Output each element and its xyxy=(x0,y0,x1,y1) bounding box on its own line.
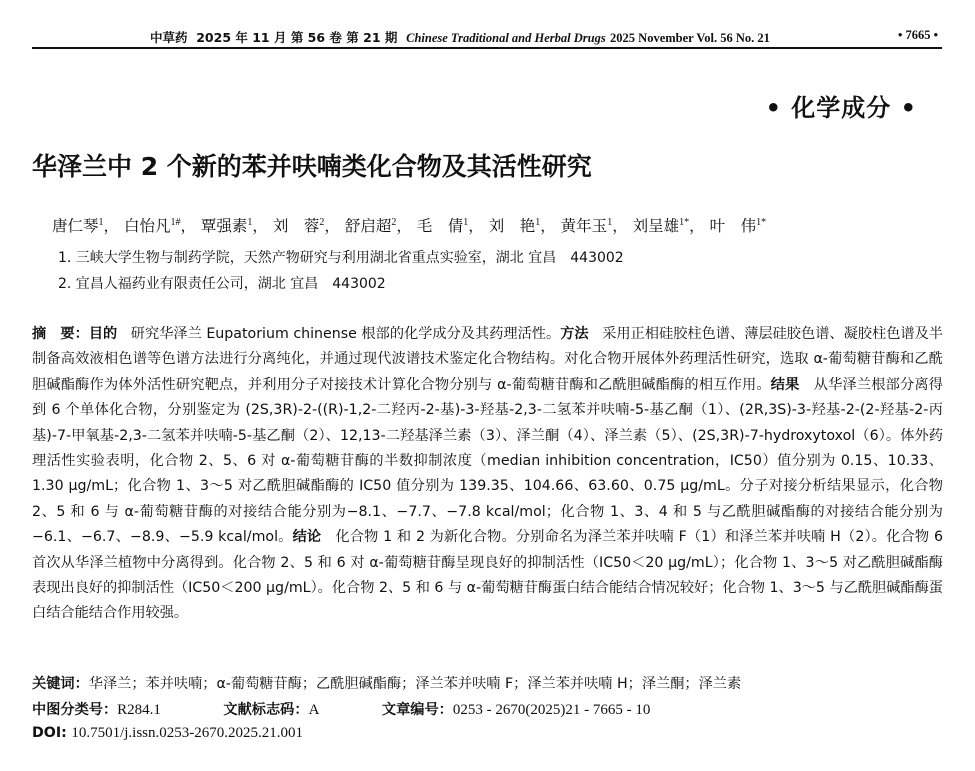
affiliation-2: 2. 宜昌人福药业有限责任公司，湖北 宜昌 443002 xyxy=(58,276,386,292)
author: 叶 伟 xyxy=(709,217,757,235)
article-number-label: 文章编号： xyxy=(381,702,453,718)
author-affiliation-mark: 1 xyxy=(247,216,253,228)
conclusion-label: 结论 xyxy=(292,529,322,546)
section-label: • 化学成分 • xyxy=(765,94,917,122)
clc-label: 中图分类号： xyxy=(32,702,118,718)
author: 舒启超 xyxy=(344,217,392,235)
conclusion-text: 化合物 1 和 2 为新化合物。分别命名为泽兰苯并呋喃 F（1）和泽兰苯并呋喃 H（2）。化合物 6 首次从华泽兰植物中分离得到。化合物 2、5 和 6 对 α-葡萄糖苷酶呈现良好的抑制活性（IC50＜20 μg/mL）；化合物 1、3～5 对乙酰胆碱酯酶表现出良好的抑制活性（IC50＜200 μg/mL）。化合物 2、5 和 6 与 α-葡萄糖苷酶蛋白结合能结合情况较好；化合物 1、3～5 与乙酰胆碱酯酶蛋白结合能结合作用较强。 xyxy=(32,529,943,622)
method-label: 方法 xyxy=(560,326,589,342)
author-affiliation-mark: 2 xyxy=(391,216,397,228)
author-affiliation-mark: 1 xyxy=(463,216,469,228)
issue-en: 2025 November Vol. 56 No. 21 xyxy=(610,31,770,45)
keywords-text: 华泽兰；苯并呋喃；α-葡萄糖苷酶；乙酰胆碱酯酶；泽兰苯并呋喃 F；泽兰苯并呋喃 H；泽兰酮；泽兰素 xyxy=(88,676,742,692)
doc-code-value: A xyxy=(308,702,320,718)
author: 毛 倩 xyxy=(416,217,464,235)
author: 刘 蓉 xyxy=(272,217,320,235)
paper-title: 华泽兰中 2 个新的苯并呋喃类化合物及其活性研究 xyxy=(32,152,592,181)
affiliation-1: 1. 三峡大学生物与制药学院，天然产物研究与利用湖北省重点实验室，湖北 宜昌 443002 xyxy=(58,250,624,266)
keywords-line xyxy=(32,673,741,693)
objective-text: 研究华泽兰 Eupatorium chinense 根部的化学成分及其药理活性。 xyxy=(130,326,561,342)
objective-label: 目的 xyxy=(88,326,118,342)
author-list: 唐仁琴$^1$， 白怡凡$^{1\#}$， 覃强素$^1$， 刘 蓉$^2$， 舒启超$^2$， 毛 倩$^1$， 刘 艳$^1$， 黄年玉$^1$， 刘呈雄$^{1*}$， 叶 伟$^{1*}$ xyxy=(52,216,767,235)
author-affiliation-mark: 1* xyxy=(679,216,690,228)
abstract xyxy=(32,322,943,627)
abstract-label: 摘 要： xyxy=(32,326,89,342)
doi-line xyxy=(32,725,303,742)
issue-cn: 2025 年 11 月 第 56 卷 第 21 期 xyxy=(196,30,398,45)
page-number: • 7665 • xyxy=(897,28,938,42)
journal-name-en: Chinese Traditional and Herbal Drugs xyxy=(406,31,606,45)
keywords-label: 关键词： xyxy=(32,676,89,692)
clc-value: R284.1 xyxy=(117,702,161,718)
author: 唐仁琴 xyxy=(52,217,99,235)
author: 刘呈雄 xyxy=(632,217,680,235)
journal-issue-line xyxy=(150,28,770,46)
running-header xyxy=(32,25,942,49)
classification-line xyxy=(32,699,650,719)
doi-value[interactable]: 10.7501/j.issn.0253-2670.2025.21.001 xyxy=(71,725,303,741)
doi-label: DOI: xyxy=(32,725,67,741)
author-affiliation-mark: 1 xyxy=(535,216,541,228)
author: 覃强素 xyxy=(200,217,248,235)
result-text: 从华泽兰根部分离得到 6 个单体化合物，分别鉴定为 (2S,3R)-2-((R)-1,2-二羟丙-2-基)-3-羟基-2,3-二氢苯并呋喃-5-基乙酮（1）、(2R,3S)-3-羟基-2-(2-羟基-2-丙基)-7-甲氧基-2,3-二氢苯并呋喃-5-基乙酮（2）、12,13-二羟基泽兰素（3）、泽兰酮（4）、泽兰素（5）、(2S,3R)-7-hydroxytoxol（6）。体外药理活性实验表明，化合物 2、5、6 对 α-葡萄糖苷酶的半数抑制浓度（median inhibition concentration，IC50）值分别为 0.15、10.33、1.30 μg/mL；化合物 1、3～5 对乙酰胆碱酯酶的 IC50 值分别为 139.35、104.66、63.60、0.75 μg/mL。分子对接分析结果显示，化合物 2、5 和 6 与 α-葡萄糖苷酶的对接结合能分别为−8.1、−7.7、−7.8 kcal/mol；化合物 1、3、4 和 5 与乙酰胆碱酯酶的对接结合能分别为−6.1、−6.7、−8.9、−5.9 kcal/mol。 xyxy=(32,376,943,546)
doc-code-label: 文献标志码： xyxy=(223,702,309,718)
journal-name-cn: 中草药 xyxy=(150,30,188,45)
author: 刘 艳 xyxy=(488,217,536,235)
author-affiliation-mark: 1 xyxy=(607,216,613,228)
author-affiliation-mark: 1 xyxy=(98,216,104,228)
author: 黄年玉 xyxy=(560,217,608,235)
author: 白怡凡 xyxy=(123,217,171,235)
author-affiliation-mark: 1# xyxy=(170,216,181,228)
article-number-value: 0253 - 2670(2025)21 - 7665 - 10 xyxy=(452,702,651,718)
author-affiliation-mark: 1* xyxy=(756,216,767,228)
author-affiliation-mark: 2 xyxy=(319,216,325,228)
method-text: 采用正相硅胶柱色谱、薄层硅胶色谱、凝胶柱色谱及半制备高效液相色谱等色谱方法进行分离纯化，并通过现代波谱技术鉴定化合物结构。对化合物开展体外药理活性研究，选取 α-葡萄糖苷酶和乙酰胆碱酯酶作为体外活性研究靶点，并利用分子对接技术计算化合物分别与 α-葡萄糖苷酶和乙酰胆碱酯酶的相互作用。 xyxy=(32,326,943,393)
result-label: 结果 xyxy=(770,376,800,393)
